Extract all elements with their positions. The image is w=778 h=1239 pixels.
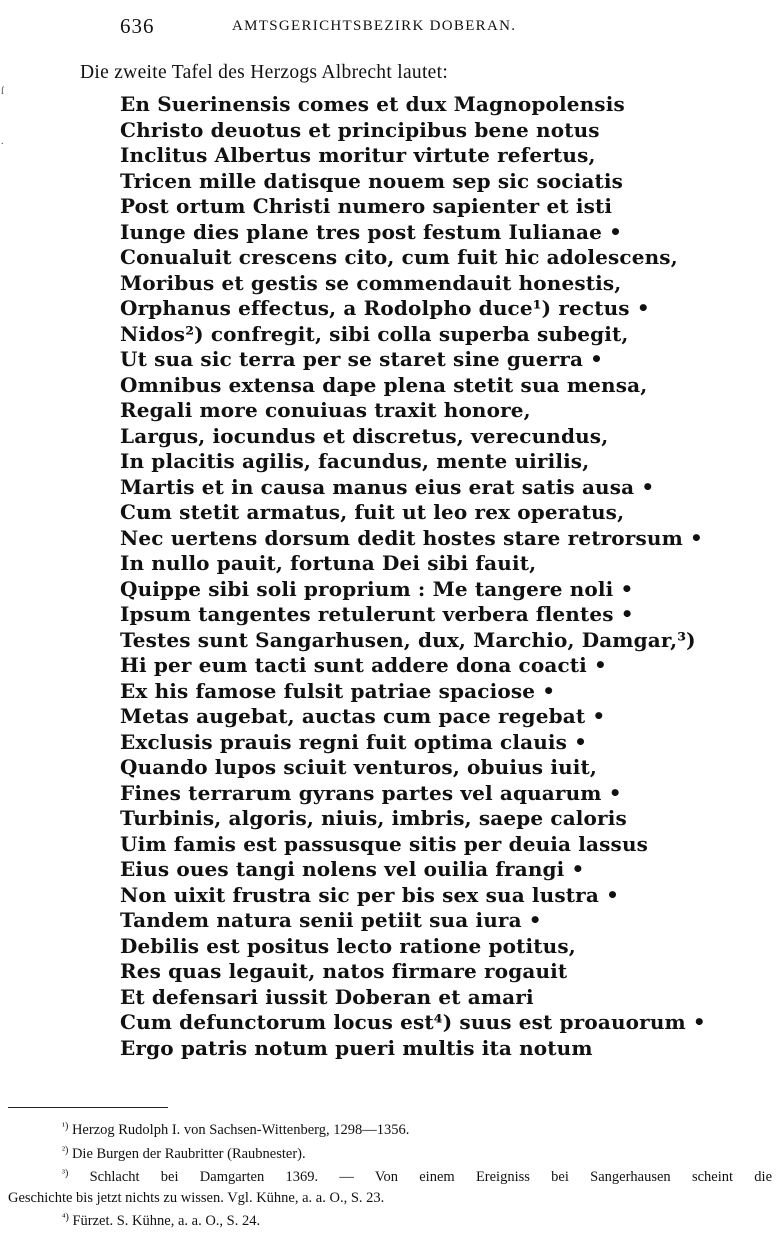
- page-number: 636: [120, 14, 155, 38]
- verse-line: Fines terrarum gyrans partes vel aquarum •: [120, 780, 622, 805]
- footnote-text: Die Burgen der Raubritter (Raubnester).: [71, 1145, 306, 1162]
- verse-line: Testes sunt Sangarhusen, dux, Marchio, Damgar,³): [120, 627, 696, 652]
- footnote-mark: ²): [62, 1144, 69, 1156]
- verse-line: In nullo pauit, fortuna Dei sibi fauit,: [120, 551, 537, 575]
- verse-line: Inclitus Albertus moritur virtute refertus,: [120, 143, 596, 167]
- verse-line: Quippe sibi soli proprium : Me tangere noli •: [120, 576, 634, 601]
- verse-line: Quando lupos sciuit venturos, obuius iuit,: [120, 755, 598, 779]
- footnote-text: Fürzet. S. Kühne, a. a. O., S. 24.: [72, 1213, 261, 1229]
- footnote-text: Herzog Rudolph I. von Sachsen-Wittenberg, 1298—1356.: [71, 1122, 410, 1138]
- footnote: [8, 1188, 772, 1209]
- footnote-rule: [8, 1107, 168, 1108]
- margin-mark: ſ: [1, 86, 4, 97]
- verse-line: Orphanus effectus, a Rodolpho duce¹) rectus •: [120, 296, 650, 320]
- verse-line: Nidos²) confregit, sibi colla superba subegit,: [120, 321, 629, 346]
- verse-line: Ergo patris notum pueri multis ita notum: [120, 1035, 593, 1060]
- verse-line: Exclusis prauis regni fuit optima clauis •: [120, 729, 588, 754]
- verse-line: Metas augebat, auctas cum pace regebat •: [120, 704, 606, 728]
- verse-line: Iunge dies plane tres post festum Iulianae •: [120, 219, 623, 244]
- inscription-verse: [120, 92, 706, 1061]
- footnote-text: Schlacht bei Damgarten 1369. — Von einem Ereigniss bei Sangerhausen scheint die: [89, 1169, 773, 1185]
- footnotes: [8, 1117, 772, 1232]
- footnote: [8, 1208, 772, 1232]
- verse-line: Post ortum Christi numero sapienter et isti: [120, 194, 613, 218]
- footnote-mark: ³): [62, 1168, 69, 1179]
- verse-line: Omnibus extensa dape plena stetit sua mensa,: [120, 372, 648, 397]
- verse-line: En Suerinensis comes et dux Magnopolensis: [120, 92, 625, 116]
- footnote: [8, 1141, 772, 1165]
- verse-line: Ut sua sic terra per se staret sine guerra •: [120, 347, 604, 371]
- intro-line: Die zweite Tafel des Herzogs Albrecht lautet:: [80, 62, 449, 83]
- verse-line: Eius oues tangi nolens vel ouilia frangi •: [120, 857, 585, 881]
- footnote-mark: ⁴): [62, 1212, 69, 1223]
- verse-line: Hi per eum tacti sunt addere dona coacti •: [120, 653, 607, 677]
- verse-line: Nec uertens dorsum dedit hostes stare retrorsum •: [120, 525, 703, 550]
- verse-line: Ipsum tangentes retulerunt verbera flentes •: [120, 602, 634, 626]
- verse-line: Et defensari iussit Doberan et amari: [120, 984, 534, 1009]
- footnote-mark: ¹): [62, 1121, 69, 1132]
- verse-line: Tandem natura senii petiit sua iura •: [120, 908, 542, 932]
- verse-line: Cum defunctorum locus est⁴) suus est proauorum •: [120, 1010, 706, 1034]
- verse-line: Christo deuotus et principibus bene notus: [120, 117, 600, 142]
- verse-line: Debilis est positus lecto ratione potitus,: [120, 933, 576, 958]
- footnote-text: Geschichte bis jetzt nichts zu wissen. Vgl. Kühne, a. a. O., S. 23.: [8, 1189, 385, 1206]
- verse-line: Res quas legauit, natos firmare rogauit: [120, 959, 568, 983]
- verse-line: Regali more conuiuas traxit honore,: [120, 398, 531, 422]
- running-head: AMTSGERICHTSBEZIRK DOBERAN.: [232, 18, 517, 34]
- margin-mark: .: [1, 136, 4, 147]
- verse-line: Martis et in causa manus eius erat satis ausa •: [120, 474, 655, 499]
- verse-line: Largus, iocundus et discretus, verecundus,: [120, 423, 609, 448]
- footnote: [8, 1164, 772, 1188]
- verse-line: Cum stetit armatus, fuit ut leo rex operatus,: [120, 500, 625, 524]
- verse-line: In placitis agilis, facundus, mente uirilis,: [120, 449, 590, 473]
- verse-line: Non uixit frustra sic per bis sex sua lustra •: [120, 882, 620, 907]
- footnote: [8, 1117, 772, 1141]
- verse-line: Tricen mille datisque nouem sep sic sociatis: [120, 168, 624, 193]
- verse-line: Moribus et gestis se commendauit honestis,: [120, 270, 622, 295]
- verse-line: Conualuit crescens cito, cum fuit hic adolescens,: [120, 245, 678, 269]
- page-header: [120, 14, 758, 44]
- verse-line: Ex his famose fulsit patriae spaciose •: [120, 678, 556, 703]
- verse-line: Turbinis, algoris, niuis, imbris, saepe caloris: [120, 806, 627, 830]
- verse-line: Uim famis est passusque sitis per deuia lassus: [120, 831, 649, 856]
